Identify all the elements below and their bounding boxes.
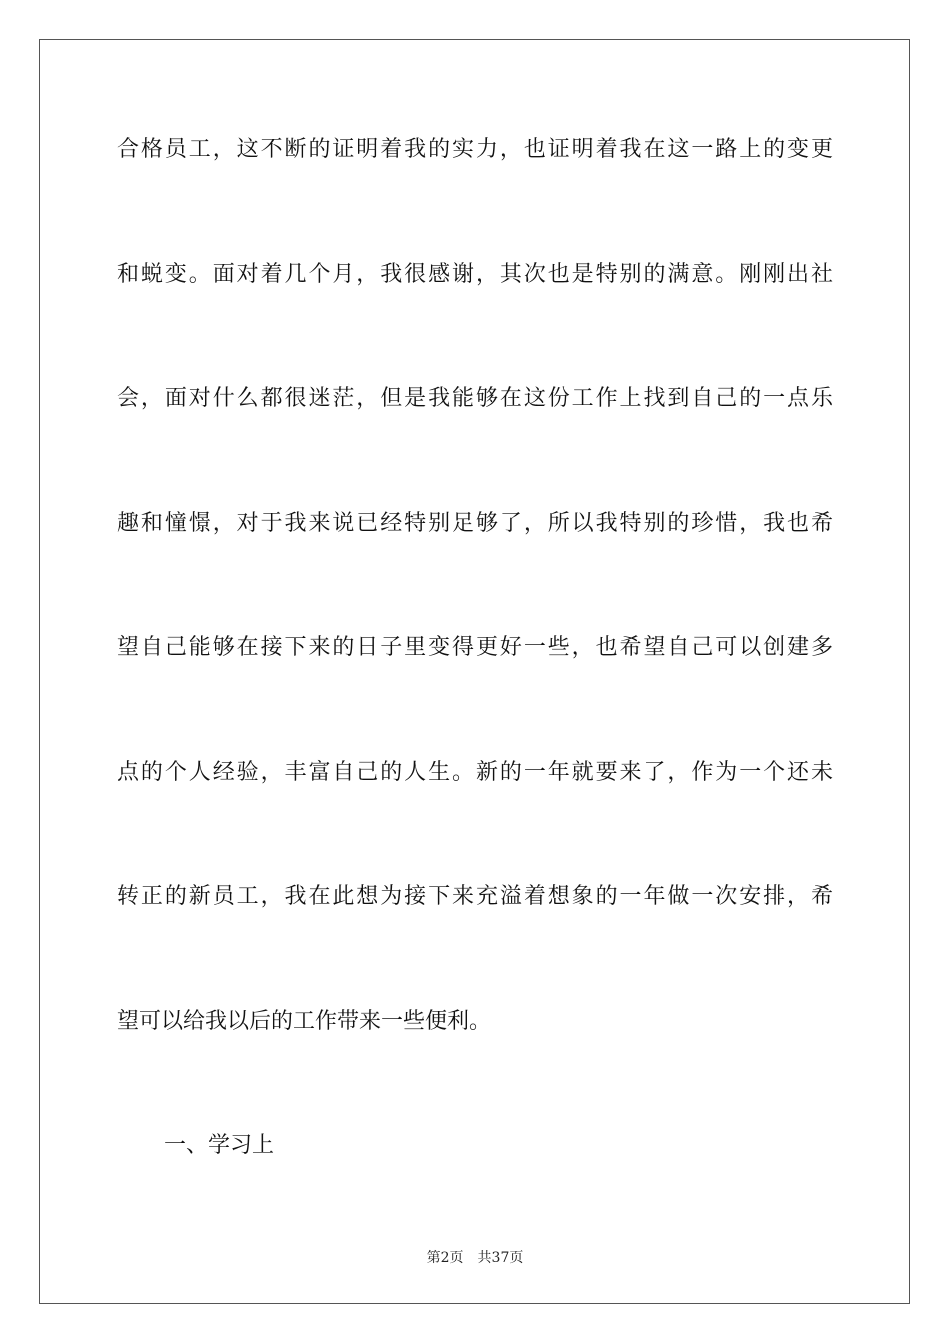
body-line: 和蜕变。面对着几个月，我很感谢，其次也是特别的满意。刚刚出社 — [117, 262, 833, 287]
page-border — [39, 39, 910, 1304]
page-number: 第2页 — [426, 1250, 464, 1266]
body-line: 转正的新员工，我在此想为接下来充溢着想象的一年做一次安排，希 — [117, 884, 833, 909]
body-line: 点的个人经验，丰富自己的人生。新的一年就要来了，作为一个还未 — [117, 760, 833, 785]
page-footer — [0, 1249, 950, 1267]
body-line: 合格员工，这不断的证明着我的实力，也证明着我在这一路上的变更 — [117, 137, 833, 162]
body-line: 望可以给我以后的工作带来一些便利。 — [117, 1009, 492, 1034]
body-line: 趣和憧憬，对于我来说已经特别足够了，所以我特别的珍惜，我也希 — [117, 511, 833, 536]
body-line: 会，面对什么都很迷茫，但是我能够在这份工作上找到自己的一点乐 — [117, 386, 833, 411]
section-heading: 一、学习上 — [164, 1133, 275, 1158]
page-total: 共37页 — [477, 1250, 524, 1266]
body-line: 望自己能够在接下来的日子里变得更好一些，也希望自己可以创建多 — [117, 635, 833, 660]
